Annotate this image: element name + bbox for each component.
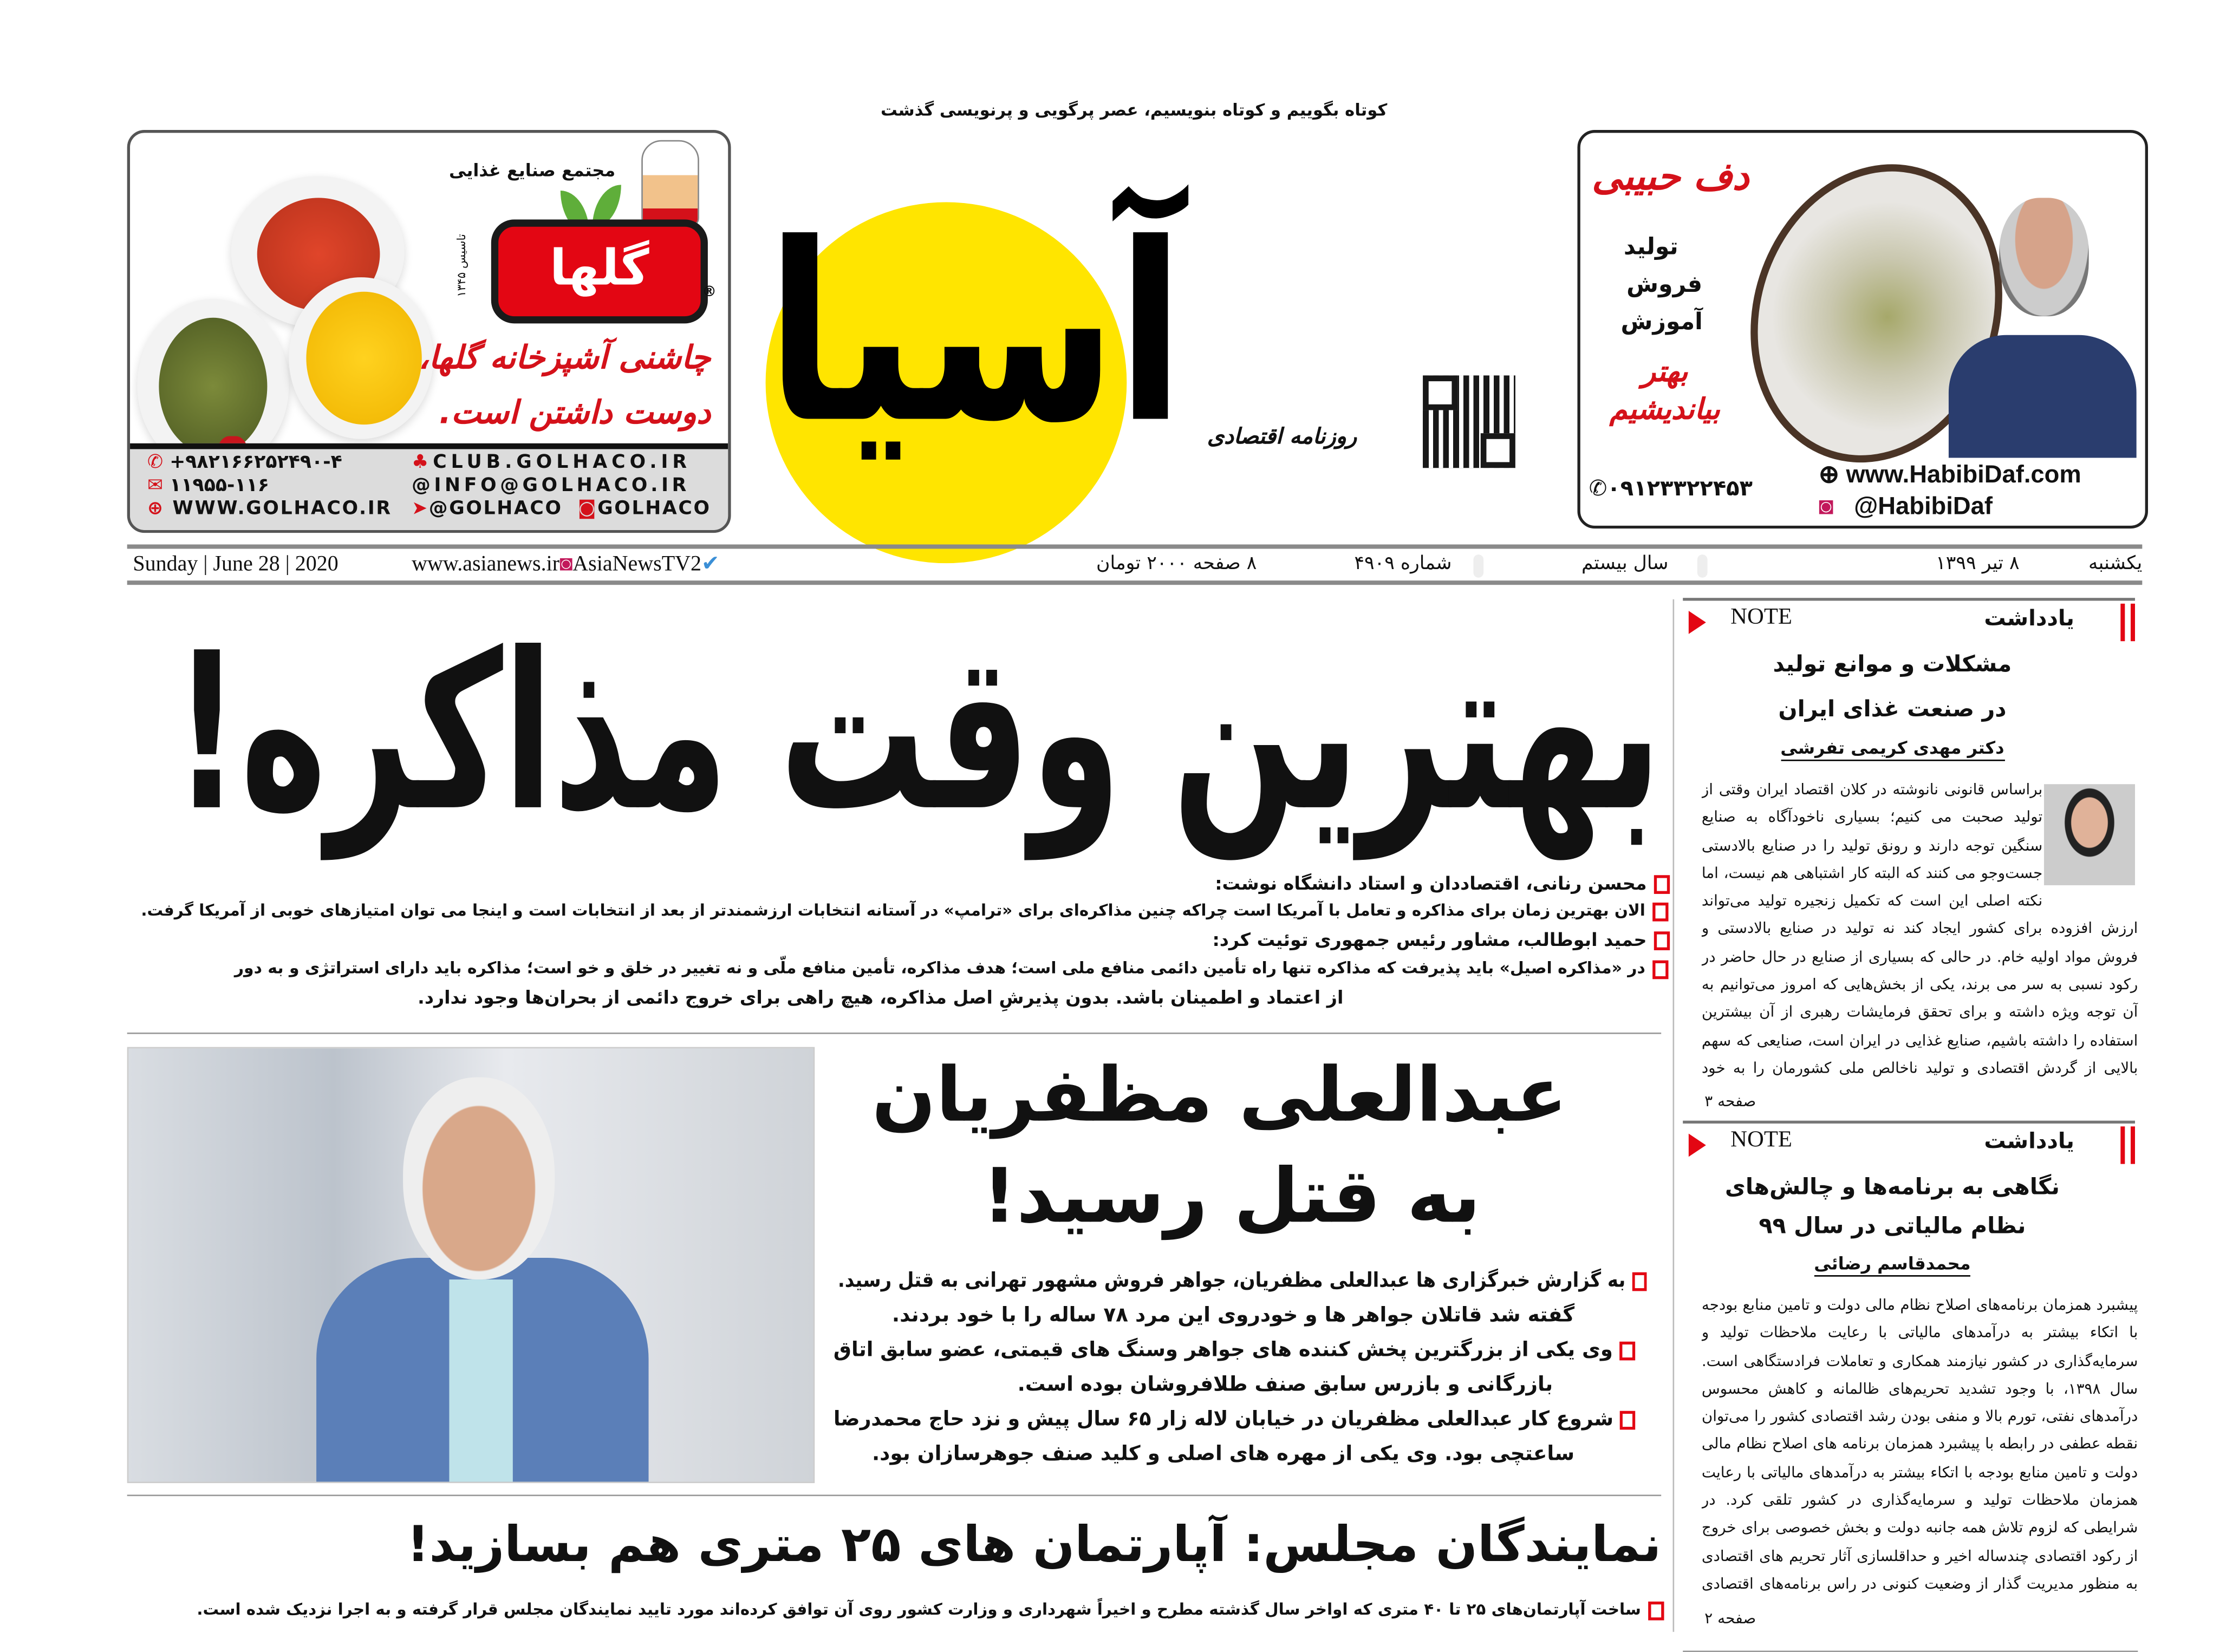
note-label-en: NOTE bbox=[1730, 1128, 1792, 1153]
bullet-square-icon bbox=[1619, 1341, 1635, 1360]
instagram-handle[interactable]: AsiaNewsTV2 bbox=[572, 553, 702, 577]
masthead-logo: آسیا bbox=[766, 192, 1185, 478]
note-title[interactable]: نگاهی به برنامه‌ها و چالش‌های bbox=[1724, 1174, 2060, 1200]
info-bar-top-rule bbox=[127, 544, 2143, 549]
note-body: براساس قانونی نانوشته در کلان اقتصاد ایران وقتی از تولید صحبت می کنیم؛ بسیاری ناخودآگاه به صنایع سنگین توجه دارند و رونق تولید را در صنایع بالادستی جست‌وجو می کنند که البته کار اشتباهی هم نیست، اما نکته اصلی این است که تکمیل زنجیره تولید می‌تواند ارزش افزوده برای کشور ایجاد کند نه تولید در صنایع بالادستی و فروش مواد اولیه خام. در حالی که بسیاری از صنایع در حال حاضر در رکود نسبی به سر می برند، یکی از بخش‌هایی که امروز می‌توانیم به آن توجه ویژه داشته و برای تحقق فرمایشات رهبری از آن بیشترین استفاده را داشته باشیم، صنایع غذایی در ایران است، صنایعی که سهم بالایی از گردش اقتصادی و تولید ناخالص ملی کشورمان را به خود bbox=[1702, 777, 2138, 1083]
note-header bbox=[1683, 598, 2135, 641]
weekday: یکشنبه bbox=[2088, 553, 2143, 575]
story2-line: وی یکی از بزرگترین پخش کننده های جواهر وسنگ های قیمتی، عضو سابق اتاق bbox=[833, 1337, 1635, 1365]
date-english: Sunday | June 28 | 2020 bbox=[133, 553, 339, 577]
separator-dot bbox=[1697, 554, 1708, 578]
bullet-square-icon bbox=[1620, 1410, 1635, 1429]
service-production: تولید bbox=[1623, 232, 1678, 260]
face-image bbox=[403, 1078, 555, 1279]
story2-line: بازرگانی و بازرس سابق صنف طلافروشان بوده است. bbox=[1017, 1373, 1553, 1397]
bullet-square-icon bbox=[1632, 1271, 1647, 1290]
note-label: یادداشت bbox=[1984, 1128, 2074, 1154]
lead-headline[interactable]: بهترین وقت مذاکره! bbox=[173, 608, 1662, 859]
service-sales: فروش bbox=[1626, 270, 1703, 298]
lead-bullet: در «مذاکره اصیل» باید پذیرفت که مذاکره تنها راه تأمین دائمی منافع ملی است؛ هدف مذاکره، تأمین منافع ملّی و نه تغییر در خلق و خو است؛ مذاکره باید دارای استراتژی و به دور bbox=[235, 956, 1669, 981]
red-bar-icon bbox=[2120, 604, 2125, 641]
story3-bullet: ساخت آپارتمان‌های ۲۵ تا ۴۰ متری که اواخر سال گذشته مطرح و اخیراً شهرداری و وزارت کشور روی آن توافق کرده‌اند مورد تایید نمایندگان مجلس قرار گرفته و به اجرا نزدیک شده است. bbox=[197, 1597, 1664, 1622]
year-volume: سال بیستم bbox=[1581, 553, 1669, 575]
telegram-icon: ➤ bbox=[412, 498, 429, 520]
website[interactable]: WWW.GOLHACO.IR bbox=[172, 498, 392, 520]
note-label-en: NOTE bbox=[1730, 605, 1792, 630]
mail-icon: ✉ bbox=[147, 475, 164, 497]
red-bar-icon bbox=[2131, 1126, 2135, 1164]
date-persian: ۸ تیر ۱۳۹۹ bbox=[1936, 553, 2020, 575]
po-box: ۱۱۹۵۵-۱۱۶ bbox=[170, 475, 269, 497]
issue-number: شماره ۴۹۰۹ bbox=[1354, 553, 1452, 575]
bullet-square-icon bbox=[1648, 1601, 1664, 1620]
victim-photo[interactable] bbox=[127, 1047, 815, 1483]
phone-number: +۹۸۲۱۶۶۲۵۲۴۹۰-۴ bbox=[170, 452, 342, 474]
story2-headline-line2[interactable]: به قتل رسید! bbox=[982, 1154, 1481, 1241]
telegram-handle[interactable]: @GOLHACO bbox=[428, 498, 563, 520]
divider bbox=[127, 1494, 1661, 1496]
photo-float-spacer bbox=[2042, 777, 2138, 890]
story2-headline-line1[interactable]: عبدالعلی مظفریان bbox=[871, 1053, 1567, 1140]
note-body: پیشبرد همزمان برنامه‌های اصلاح نظام مالی دولت و تامین منابع بودجه با اتکاء بیشتر به درآمدهای مالیاتی با رعایت ملاحظات تولید و سرمایه‌گذاری در کشور نیازمند همکاری و تعاملات فرادستگاهی است. سال ۱۳۹۸، با وجود تشدید تحریم‌های ظالمانه و کاهش محسوس درآمدهای نفتی، تورم بالا و منفی بودن رشد اقتصادی کشور را می‌توان نقطه عطفی در رابطه با پیشبرد همزمان برنامه های اصلاح نظام مالی دولت و تامین منابع بودجه با اتکاء بیشتر به درآمدهای مالیاتی با رعایت همزمان ملاحظات تولید و سرمایه‌گذاری در کشور تلقی کرد. در شرایطی که لزوم تلاش همه جانبه دولت و بخش خصوصی برای خروج از رکود اقتصادی چندساله اخیر و حداقلسازی آثار تحریم های اقتصادی به منظور مدیریت گذار از وضعیت کنونی در راس برنامه‌های اقتصادی bbox=[1701, 1297, 2138, 1593]
story2-line: به گزارش خبرگزاری ها عبدالعلی مظفریان، جواهر فروش مشهور تهرانی به قتل رسید. bbox=[838, 1268, 1646, 1296]
note-title[interactable]: در صنعت غذای ایران bbox=[1778, 696, 2007, 722]
note-title[interactable]: نظام مالیاتی در سال ۹۹ bbox=[1759, 1213, 2026, 1239]
note-body-container bbox=[1702, 1292, 2138, 1598]
story3-headline[interactable]: نمایندگان مجلس: آپارتمان های ۲۵ متری هم بسازید! bbox=[407, 1516, 1662, 1575]
lead-bullet: محسن رنانی، اقتصاددان و استاد دانشگاه نوشت: bbox=[1215, 871, 1670, 895]
column-divider bbox=[1673, 599, 1675, 1632]
verified-icon: ✔ bbox=[701, 553, 720, 577]
instagram-icon: ◙ bbox=[559, 553, 573, 577]
lead-bullet: حمید ابوطالب، مشاور رئیس جمهوری توئیت کرد: bbox=[1212, 927, 1670, 951]
note-header bbox=[1683, 1121, 2135, 1164]
golha-advertisement[interactable] bbox=[127, 130, 731, 533]
instagram-icon: ◙ bbox=[1818, 492, 1834, 520]
bullet-square-icon bbox=[1652, 959, 1668, 978]
red-bar-icon bbox=[2120, 1126, 2125, 1164]
bullet-square-icon bbox=[1652, 902, 1668, 921]
registered-mark-icon: ® bbox=[702, 284, 717, 301]
note-author: دکتر مهدی کریمی تفرشی bbox=[1780, 738, 2004, 761]
story2-line: گفته شد قاتلان جواهر ها و خودروی این مرد ۷۸ ساله را با خود بردند. bbox=[891, 1304, 1575, 1328]
note-author: محمدقاسم رضائی bbox=[1814, 1253, 1970, 1277]
slogan-line-1: چاشنی آشپزخانه گلها، bbox=[418, 341, 711, 377]
slogan-line-2: دوست داشتن است. bbox=[439, 395, 711, 432]
lead-bullet-continued: از اعتماد و اطمینان باشد. بدون پذیرشِ اصل مذاکره، هیچ راهی برای خروج دائمی از بحران‌ها وجود ندارد. bbox=[418, 986, 1344, 1008]
daf-brand: دف حبیبی bbox=[1592, 156, 1749, 200]
website-link[interactable]: www.asianews.ir bbox=[412, 553, 560, 577]
info-bar-bottom-rule bbox=[127, 580, 2143, 585]
daf-instagram[interactable]: @HabibiDaf bbox=[1854, 492, 1993, 520]
note-title[interactable]: مشکلات و موانع تولید bbox=[1773, 651, 2012, 677]
lead-bullet: الان بهترین زمان برای مذاکره و تعامل با آمریکا است چراکه چنین مذاکره‌ای برای «ترامپ» در آستانه انتخابات ارزشمندتر از بعد از انتخابات است و اینجا می توان امتیازهای خوبی از آمریکا گرفت. bbox=[141, 898, 1668, 923]
phone-icon: ✆ bbox=[147, 452, 164, 474]
bullet-square-icon bbox=[1654, 875, 1670, 894]
globe-icon: ⊕ bbox=[1818, 460, 1839, 488]
musician-shirt-image bbox=[1949, 335, 2137, 458]
daf-website[interactable]: www.HabibiDaf.com bbox=[1846, 460, 2081, 488]
pages-price: ۸ صفحه ۲۰۰۰ تومان bbox=[1096, 553, 1257, 575]
herbs-image bbox=[159, 318, 267, 455]
chef-mascot-icon bbox=[641, 140, 699, 227]
company-name: مجتمع صنایع غذایی bbox=[449, 160, 616, 181]
triangle-icon bbox=[1689, 611, 1706, 634]
red-bar-icon bbox=[2131, 604, 2135, 641]
globe-icon: ⊕ bbox=[147, 498, 165, 520]
instagram-handle[interactable]: GOLHACO bbox=[597, 498, 711, 520]
bullet-square-icon bbox=[1654, 931, 1670, 950]
email[interactable]: @INFO@GOLHACO.IR bbox=[412, 475, 691, 497]
story2-line: شروع کار عبدالعلی مظفریان در خیابان لاله زار ۶۵ سال پیش و نزد حاج محمدرضا bbox=[833, 1407, 1635, 1434]
phone-icon: ✆ bbox=[1589, 475, 1607, 501]
golha-logo: گلها bbox=[491, 219, 708, 323]
masthead-subtitle: روزنامه اقتصادی bbox=[1207, 423, 1357, 449]
triangle-icon bbox=[1689, 1134, 1706, 1157]
page-reference[interactable]: صفحه ۳ bbox=[1704, 1093, 1756, 1111]
founded-year: تاسیس ۱۳۴۵ bbox=[455, 234, 468, 297]
ad-contact-footer bbox=[130, 443, 728, 530]
club-url[interactable]: CLUB.GOLHACO.IR bbox=[433, 452, 692, 474]
note-label: یادداشت bbox=[1984, 605, 2074, 631]
turmeric-image bbox=[306, 292, 421, 425]
separator-dot bbox=[1473, 554, 1483, 578]
habibi-daf-advertisement[interactable] bbox=[1577, 130, 2148, 528]
instagram-icon: ◙ bbox=[577, 498, 598, 520]
story2-line: ساعتچی بود. وی یکی از مهره های اصلی و کلید صنف جوهرسازان بود. bbox=[871, 1442, 1575, 1466]
service-training: آموزش bbox=[1620, 308, 1703, 335]
social-links bbox=[412, 552, 719, 578]
shirt-image bbox=[449, 1279, 512, 1481]
tagline: کوتاه بگوییم و کوتاه بنویسیم، عصر پرگویی و پرنویسی گذشت bbox=[881, 100, 1388, 120]
daf-phone[interactable]: ۰۹۱۲۳۳۲۲۴۵۳ bbox=[1607, 475, 1753, 501]
club-icon: ♣ bbox=[412, 452, 433, 474]
note-body-container bbox=[1702, 777, 2138, 1083]
musician-face-image bbox=[1999, 198, 2088, 316]
qr-code-icon[interactable] bbox=[1423, 375, 1515, 468]
daf-slogan: بهتر بیاندیشیم bbox=[1609, 354, 1720, 426]
page-reference[interactable]: صفحه ۲ bbox=[1704, 1610, 1756, 1628]
divider bbox=[127, 1033, 1661, 1034]
